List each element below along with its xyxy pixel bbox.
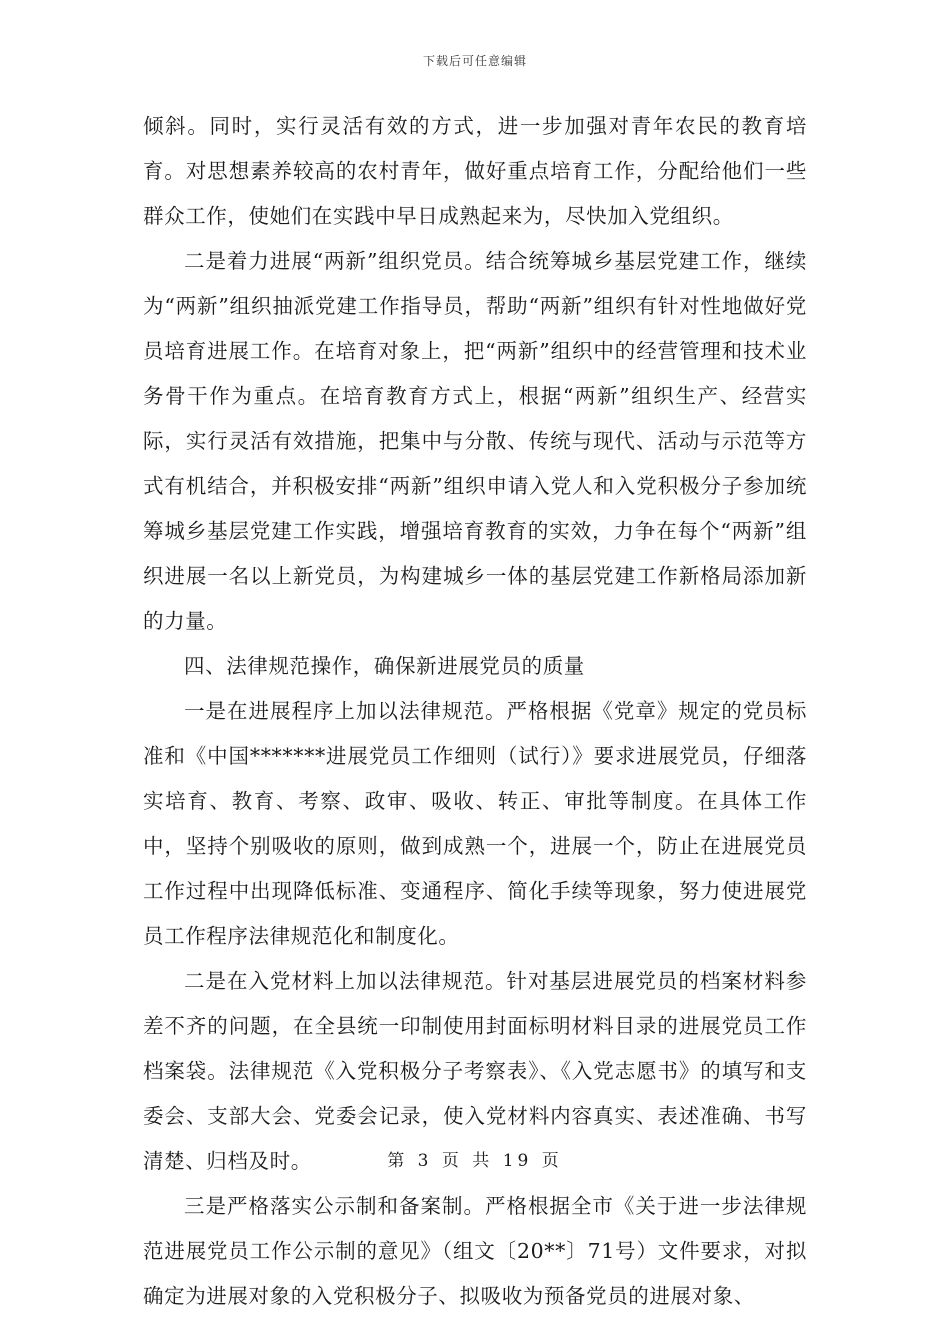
page-number: 第 3 页 共 19 页 [387,1151,563,1171]
document-body [143,104,807,1319]
paragraph-publicity-system: 三是严格落实公示制和备案制。严格根据全市《关于进一步法律规范进展党员工作公示制的意见》（组文〔20**〕71号）文件要求，对拟确定为进展对象的入党积极分子、拟吸收为预备党员的进展对象、 [143,1194,807,1308]
paragraph-materials-standard: 二是在入党材料上加以法律规范。针对基层进展党员的档案材料参差不齐的问题，在全县统一印制使用封面标明材料目录的进展党员工作档案袋。法律规范《入党积极分子考察表》、《入党志愿书》的填写和支委会、支部大会、党委会记录，使入党材料内容真实、表述准确、书写清楚、归档及时。 [143,969,807,1173]
paragraph-procedure-standard: 一是在进展程序上加以法律规范。严格根据《党章》规定的党员标准和《中国*******进展党员工作细则（试行）》要求进展党员，仔细落实培育、教育、考察、政审、吸收、转正、审批等制度。在具体工作中，坚持个别吸收的原则，做到成熟一个，进展一个，防止在进展党员工作过程中出现降低标准、变通程序、简化手续等现象，努力使进展党员工作程序法律规范化和制度化。 [143,699,807,948]
section-heading-four: 四、法律规范操作，确保新进展党员的质量 [184,654,585,678]
paragraph-two-new-organizations: 二是着力进展“两新”组织党员。结合统筹城乡基层党建工作，继续为“两新”组织抽派党建工作指导员，帮助“两新”组织有针对性地做好党员培育进展工作。在培育对象上，把“两新”组织中的经营管理和技术业务骨干作为重点。在培育教育方式上，根据“两新”组织生产、经营实际，实行灵活有效措施，把集中与分散、传统与现代、活动与示范等方式有机结合，并积极安排“两新”组织申请入党人和入党积极分子参加统筹城乡基层党建工作实践，增强培育教育的实效，力争在每个“两新”组织进展一名以上新党员，为构建城乡一体的基层党建工作新格局添加新的力量。 [143,249,807,633]
paragraph-continuation: 倾斜。同时，实行灵活有效的方式，进一步加强对青年农民的教育培育。对思想素养较高的农村青年，做好重点培育工作，分配给他们一些群众工作，使她们在实践中早日成熟起来为，尽快加入党组织。 [143,114,807,228]
page-header: 下载后可任意编辑 [422,54,527,68]
